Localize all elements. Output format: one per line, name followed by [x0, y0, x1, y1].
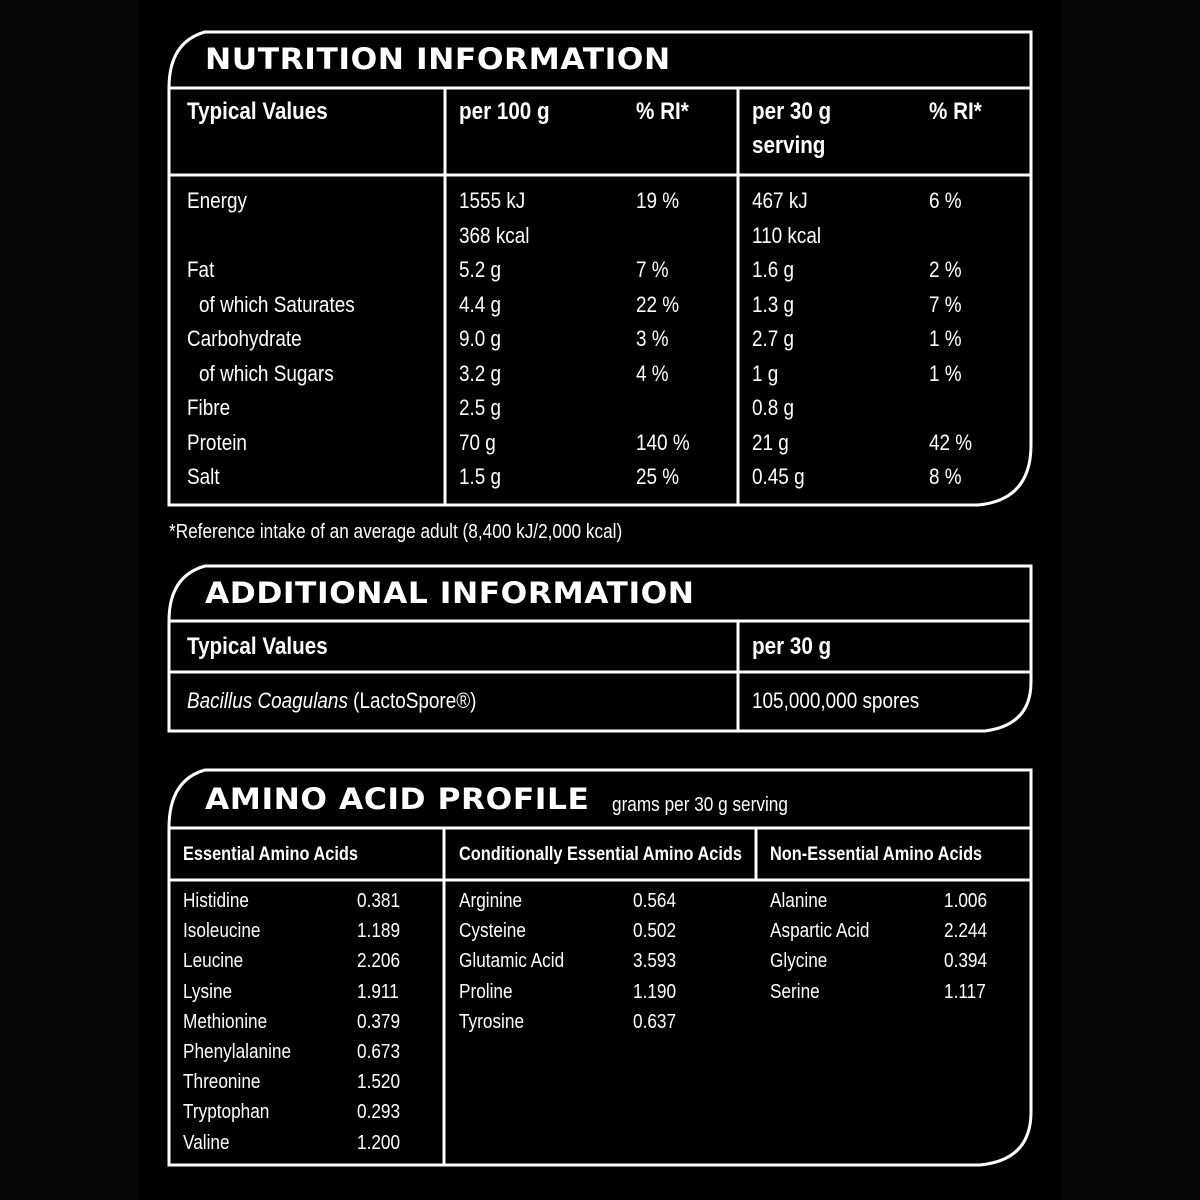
amino-value: 0.293 — [357, 1101, 401, 1124]
amino-value: 1.006 — [944, 890, 988, 912]
ri-30g-value: 1 % — [929, 326, 962, 351]
per-30g-value: 21 g — [752, 429, 789, 455]
per-100g-value: 3.2 g — [459, 360, 502, 386]
ri-100g-value: 22 % — [636, 291, 680, 317]
amino-value: 0.379 — [357, 1010, 401, 1033]
additional-heading: ADDITIONAL INFORMATION — [205, 576, 695, 610]
ri-30g-value: 2 % — [929, 257, 962, 282]
amino-value: 0.381 — [357, 890, 401, 912]
ingredient-brand: (LactoSpore®) — [347, 688, 477, 713]
amino-value: 1.117 — [944, 980, 986, 1003]
ri-100g-value: 4 % — [636, 360, 669, 386]
ri-30g-value — [929, 219, 972, 254]
ri-header-100g: % RI* — [636, 98, 689, 125]
amino-value: 0.502 — [633, 920, 677, 943]
ri-30g-value — [929, 391, 972, 426]
ri-100g-value: 25 % — [636, 464, 680, 489]
amino-name: Glycine — [770, 950, 828, 973]
amino-name: Glutamic Acid — [459, 950, 565, 973]
nutrient-name: Protein — [187, 429, 247, 455]
ri-100g-column — [636, 184, 690, 495]
ri-100g-value: 3 % — [636, 326, 669, 351]
ri-30g-column — [929, 184, 972, 495]
ri-30g-value: 1 % — [929, 360, 962, 386]
amino-name: Threonine — [183, 1071, 261, 1094]
ri-100g-value: 7 % — [636, 257, 669, 282]
per-100g-header: per 100 g — [459, 98, 550, 125]
conditional-amino-names — [459, 886, 564, 1037]
per-100g-column — [459, 184, 529, 495]
ri-header-30g: % RI* — [929, 98, 982, 125]
per-30g-value: 0.45 g — [752, 464, 805, 489]
nutrient-name: Salt — [187, 464, 220, 489]
amino-value: 1.200 — [357, 1131, 401, 1154]
per-30g-header — [752, 95, 831, 163]
essential-amino-names — [183, 886, 291, 1158]
essential-amino-header: Essential Amino Acids — [183, 844, 358, 865]
amino-value: 2.244 — [944, 920, 988, 943]
ri-30g-value: 8 % — [929, 464, 962, 489]
ri-100g-value: 19 % — [636, 188, 680, 213]
per-30g-header-line2: serving — [752, 132, 826, 159]
amino-name: Isoleucine — [183, 920, 261, 943]
per-100g-value: 368 kcal — [459, 222, 530, 248]
amino-value: 0.564 — [633, 890, 677, 912]
amino-value: 0.394 — [944, 950, 988, 973]
per-30g-value: 0.8 g — [752, 395, 795, 420]
nutrient-name: Fibre — [187, 395, 231, 420]
amino-value: 3.593 — [633, 950, 677, 973]
amino-name: Methionine — [183, 1010, 268, 1033]
ri-30g-value: 7 % — [929, 291, 962, 317]
amino-name: Lysine — [183, 980, 233, 1003]
nutrient-name: of which Sugars — [199, 360, 334, 386]
amino-value: 2.206 — [357, 950, 401, 973]
essential-amino-values — [357, 886, 400, 1158]
amino-value: 0.637 — [633, 1010, 677, 1033]
per-30g-header-line1: per 30 g — [752, 98, 832, 125]
amino-name: Phenylalanine — [183, 1041, 292, 1064]
amino-value: 0.673 — [357, 1041, 401, 1064]
non-essential-amino-header: Non-Essential Amino Acids — [770, 844, 983, 865]
amino-name: Arginine — [459, 890, 523, 912]
non-essential-amino-values — [944, 886, 987, 1007]
amino-name: Histidine — [183, 890, 249, 912]
amino-name: Alanine — [770, 890, 828, 912]
non-essential-amino-names — [770, 886, 869, 1007]
amino-subheading: grams per 30 g serving — [612, 794, 788, 816]
additional-per-30g-header: per 30 g — [752, 633, 832, 660]
amino-value: 1.190 — [633, 980, 677, 1003]
per-30g-value: 1.3 g — [752, 291, 795, 317]
ri-100g-value: 140 % — [636, 429, 690, 455]
amino-value: 1.520 — [357, 1071, 401, 1094]
per-30g-value: 1.6 g — [752, 257, 795, 282]
per-30g-value: 110 kcal — [752, 222, 822, 248]
reference-intake-footnote: *Reference intake of an average adult (8,400 kJ/2,000 kcal) — [169, 521, 623, 543]
amino-name: Leucine — [183, 950, 244, 973]
per-100g-value: 2.5 g — [459, 395, 502, 420]
per-100g-value: 4.4 g — [459, 291, 502, 317]
conditional-amino-header: Conditionally Essential Amino Acids — [459, 844, 742, 865]
nutrient-name: Fat — [187, 257, 215, 282]
amino-name: Serine — [770, 980, 820, 1003]
per-30g-value: 467 kJ — [752, 188, 808, 213]
nutrition-heading: NUTRITION INFORMATION — [205, 42, 671, 76]
per-30g-value: 1 g — [752, 360, 779, 386]
amino-name: Valine — [183, 1131, 230, 1154]
per-100g-value: 5.2 g — [459, 257, 502, 282]
additional-typical-values-header: Typical Values — [187, 633, 328, 660]
amino-value: 1.911 — [357, 980, 399, 1003]
conditional-amino-values — [633, 886, 676, 1037]
additional-amount: 105,000,000 spores — [752, 688, 920, 713]
amino-heading: AMINO ACID PROFILE — [205, 782, 590, 816]
additional-ingredient — [187, 684, 476, 719]
amino-value: 1.189 — [357, 920, 401, 943]
amino-name: Proline — [459, 980, 513, 1003]
ri-100g-value — [636, 391, 690, 426]
nutrient-name: Energy — [187, 188, 247, 213]
typical-values-header: Typical Values — [187, 98, 328, 125]
per-100g-value: 70 g — [459, 429, 496, 455]
per-100g-value: 1555 kJ — [459, 188, 526, 213]
amino-name: Cysteine — [459, 920, 526, 943]
amino-name: Tyrosine — [459, 1010, 525, 1033]
nutrient-name — [187, 219, 355, 254]
per-30g-column — [752, 184, 821, 495]
nutrient-name: of which Saturates — [199, 291, 355, 317]
nutrient-names-column — [187, 184, 355, 495]
ingredient-latin-name: Bacillus Coagulans — [187, 688, 348, 713]
per-30g-value: 2.7 g — [752, 326, 795, 351]
amino-name: Tryptophan — [183, 1101, 270, 1124]
nutrient-name: Carbohydrate — [187, 326, 302, 351]
per-100g-value: 1.5 g — [459, 464, 502, 489]
ri-100g-value — [636, 219, 690, 254]
ri-30g-value: 6 % — [929, 188, 962, 213]
per-100g-value: 9.0 g — [459, 326, 502, 351]
amino-name: Aspartic Acid — [770, 920, 870, 943]
ri-30g-value: 42 % — [929, 429, 973, 455]
